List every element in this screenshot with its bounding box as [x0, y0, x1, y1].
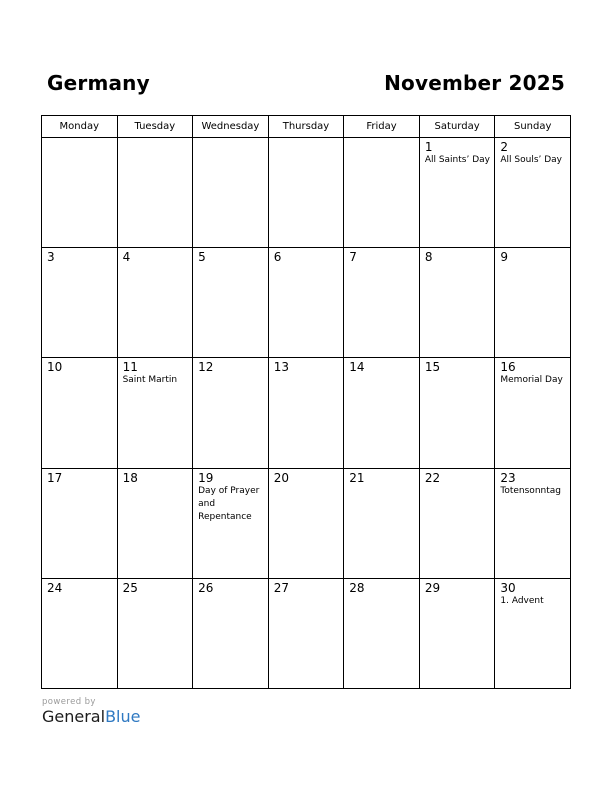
weekday-header-row	[42, 116, 571, 138]
holiday-label: Memorial Day	[500, 375, 563, 386]
day-cell	[495, 468, 571, 578]
day-number: 8	[424, 250, 433, 265]
day-number: 9	[500, 250, 509, 265]
day-cell	[495, 248, 571, 358]
brand-name-blue: Blue	[105, 707, 141, 726]
day-cell	[268, 248, 344, 358]
day-cell	[42, 358, 118, 468]
day-number: 15	[424, 360, 441, 375]
day-cell	[268, 138, 344, 248]
day-number: 3	[47, 250, 55, 265]
day-cell	[117, 578, 193, 688]
day-number: 4	[122, 250, 131, 265]
day-cell	[193, 578, 269, 688]
week-row	[42, 248, 571, 358]
day-cell	[495, 138, 571, 248]
holiday-label: Saint Martin	[122, 375, 178, 386]
day-number: 21	[349, 470, 365, 485]
day-cell	[419, 358, 495, 468]
day-number: 10	[47, 360, 63, 375]
day-cell	[344, 248, 420, 358]
day-number: 28	[349, 580, 365, 595]
day-number: 12	[198, 360, 214, 375]
day-cell	[268, 578, 344, 688]
country-title: Germany	[47, 71, 150, 95]
footer	[42, 697, 140, 726]
day-cell	[419, 248, 495, 358]
weekday-header: Tuesday	[117, 116, 193, 138]
day-cell	[419, 468, 495, 578]
day-cell	[344, 138, 420, 248]
calendar-grid	[41, 115, 571, 689]
day-number: 7	[349, 250, 357, 265]
day-cell	[117, 248, 193, 358]
day-cell	[193, 468, 269, 578]
day-cell	[117, 358, 193, 468]
day-number: 13	[273, 360, 289, 375]
month-title: November 2025	[384, 71, 565, 95]
day-number: 2	[500, 140, 509, 154]
day-cell	[268, 358, 344, 468]
day-cell	[344, 468, 420, 578]
week-row	[42, 358, 571, 468]
holiday-label: Day of Prayer and Repentance	[198, 485, 260, 522]
day-number: 25	[122, 580, 138, 595]
day-number: 30	[500, 580, 516, 595]
week-row	[42, 138, 571, 248]
day-cell	[344, 358, 420, 468]
brand-logo[interactable]	[42, 708, 140, 726]
day-number: 24	[47, 580, 63, 595]
day-number: 29	[424, 580, 441, 595]
day-number: 22	[424, 470, 441, 485]
day-number: 14	[349, 360, 365, 375]
day-cell	[42, 468, 118, 578]
holiday-label: 1. Advent	[500, 595, 544, 606]
weekday-header: Wednesday	[193, 116, 269, 138]
weekday-header: Sunday	[495, 116, 571, 138]
powered-by-text: powered by	[42, 697, 96, 707]
holiday-label: All Saints’ Day	[424, 155, 490, 165]
week-row	[42, 468, 571, 578]
weekday-header: Friday	[344, 116, 420, 138]
holiday-label: Totensonntag	[500, 485, 561, 496]
day-cell	[42, 578, 118, 688]
day-cell	[344, 578, 420, 688]
day-number: 27	[273, 580, 289, 595]
day-number: 6	[273, 250, 282, 265]
day-number: 16	[500, 360, 516, 375]
holiday-label: All Souls’ Day	[500, 155, 562, 165]
day-number: 26	[198, 580, 214, 595]
weekday-header: Monday	[42, 116, 118, 138]
day-cell	[193, 358, 269, 468]
day-cell	[193, 138, 269, 248]
day-number: 1	[424, 140, 433, 154]
day-cell	[117, 468, 193, 578]
day-number: 11	[122, 360, 138, 375]
day-cell	[495, 578, 571, 688]
day-cell	[117, 138, 193, 248]
day-cell	[419, 138, 495, 248]
day-number: 20	[273, 470, 289, 485]
day-cell	[419, 578, 495, 688]
day-number: 5	[198, 250, 206, 265]
weekday-header: Saturday	[419, 116, 495, 138]
day-cell	[42, 248, 118, 358]
weekday-header: Thursday	[268, 116, 344, 138]
brand-name-general: General	[42, 707, 106, 726]
week-row	[42, 578, 571, 688]
day-cell	[193, 248, 269, 358]
day-cell	[495, 358, 571, 468]
day-number: 23	[500, 470, 516, 485]
day-cell	[268, 468, 344, 578]
day-number: 17	[47, 470, 63, 485]
day-cell	[42, 138, 118, 248]
day-number: 18	[122, 470, 138, 485]
day-number: 19	[198, 470, 214, 485]
